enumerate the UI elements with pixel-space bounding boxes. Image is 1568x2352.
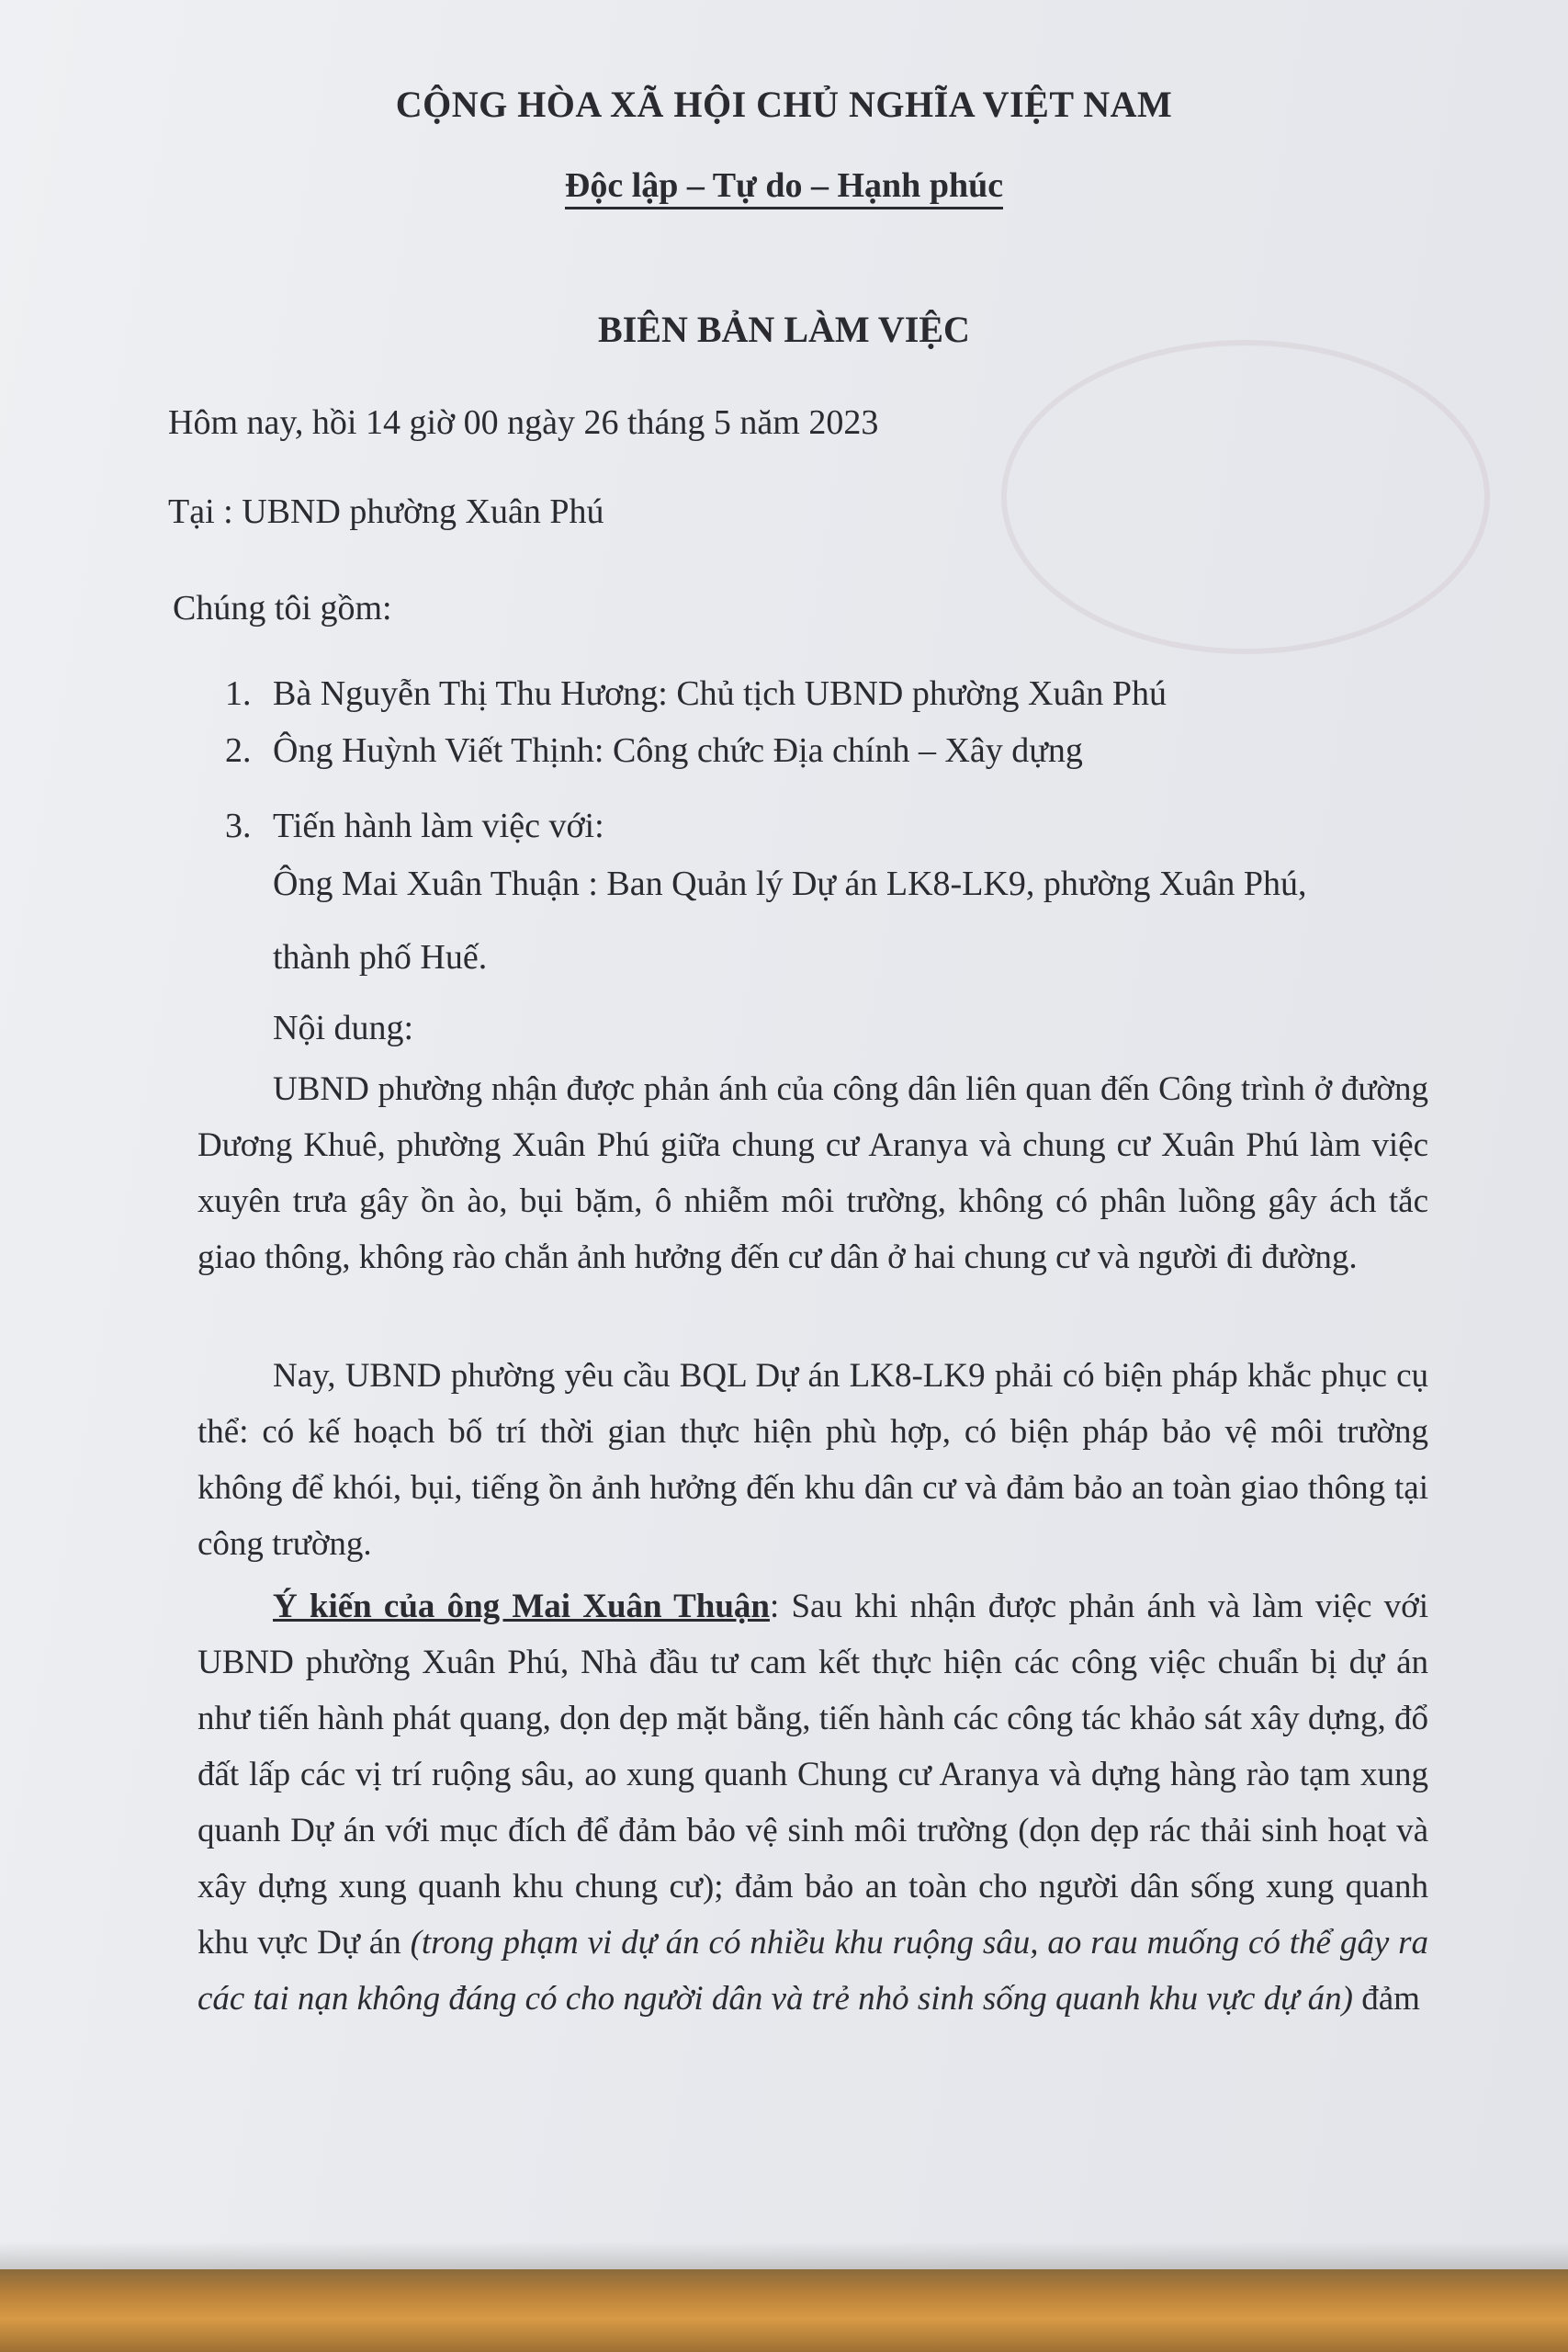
place-line: Tại : UBND phường Xuân Phú [168, 492, 604, 531]
member-number: 1. [225, 674, 252, 713]
document-title: BIÊN BẢN LÀM VIỆC [598, 309, 970, 350]
counterpart-line-1: Ông Mai Xuân Thuận : Ban Quản lý Dự án LK8-LK9, phường Xuân Phú, [273, 865, 1307, 903]
content-label: Nội dung: [273, 1009, 414, 1047]
time-line: Hôm nay, hồi 14 giờ 00 ngày 26 tháng 5 năm 2023 [168, 403, 879, 442]
member-number: 3. [225, 807, 252, 845]
member-item-2 [225, 730, 1083, 773]
member-text: Tiến hành làm việc với: [273, 807, 604, 845]
table-surface [0, 2269, 1568, 2352]
paragraph-request: Nay, UBND phường yêu cầu BQL Dự án LK8-LK9 phải có biện pháp khắc phục cụ thể: có kế hoạch bố trí thời gian thực hiện phù hợp, có biện pháp bảo vệ môi trường không để khói, bụi, tiếng ồn ảnh hưởng đến khu dân cư và đảm bảo an toàn giao thông tại công trường. [197, 1357, 1428, 1563]
members-intro: Chúng tôi gồm: [173, 589, 392, 628]
member-item-3 [225, 806, 604, 848]
paragraph-opinion [197, 1578, 1428, 2027]
motto [0, 165, 1568, 206]
member-number: 2. [225, 731, 252, 770]
member-text: Ông Huỳnh Viết Thịnh: Công chức Địa chính – Xây dựng [273, 731, 1083, 770]
member-item-1 [225, 673, 1167, 716]
paragraph-complaint: UBND phường nhận được phản ánh của công dân liên quan đến Công trình ở đường Dương Khuê, phường Xuân Phú giữa chung cư Aranya và chung cư Xuân Phú làm việc xuyên trưa gây ồn ào, bụi bặm, ô nhiễm môi trường, không có phân luồng gây ách tắc giao thông, không rào chắn ảnh hưởng đến cư dân ở hai chung cư và người đi đường. [197, 1070, 1428, 1276]
motto-text: Độc lập – Tự do – Hạnh phúc [565, 166, 1003, 209]
member-text: Bà Nguyễn Thị Thu Hương: Chủ tịch UBND phường Xuân Phú [273, 674, 1167, 713]
opinion-italic-note: (trong phạm vi dự án có nhiều khu ruộng sâu, ao rau muống có thể gây ra các tai nạn không đáng có cho người dân và trẻ nhỏ sinh sống quanh khu vực dự án) [197, 1924, 1428, 2018]
opinion-text: : Sau khi nhận được phản ánh và làm việc với UBND phường Xuân Phú, Nhà đầu tư cam kết thực hiện các công việc chuẩn bị dự án như tiến hành phát quang, dọn dẹp mặt bằng, tiến hành các công tác khảo sát xây dựng, đổ đất lấp các vị trí ruộng sâu, ao xung quanh Chung cư Aranya và dựng hàng rào tạm xung quanh Dự án với mục đích để đảm bảo vệ sinh môi trường (dọn dẹp rác thải sinh hoạt và xây dựng xung quanh khu chung cư); đảm bảo an toàn cho người dân sống xung quanh khu vực Dự án [197, 1588, 1428, 1962]
national-title: CỘNG HÒA XÃ HỘI CHỦ NGHĨA VIỆT NAM [395, 84, 1173, 125]
counterpart-line-2: thành phố Huế. [273, 938, 488, 977]
faded-stamp-shadow [1001, 340, 1490, 654]
opinion-label: Ý kiến của ông Mai Xuân Thuận [273, 1588, 771, 1625]
opinion-tail: đảm [1352, 1980, 1420, 2018]
